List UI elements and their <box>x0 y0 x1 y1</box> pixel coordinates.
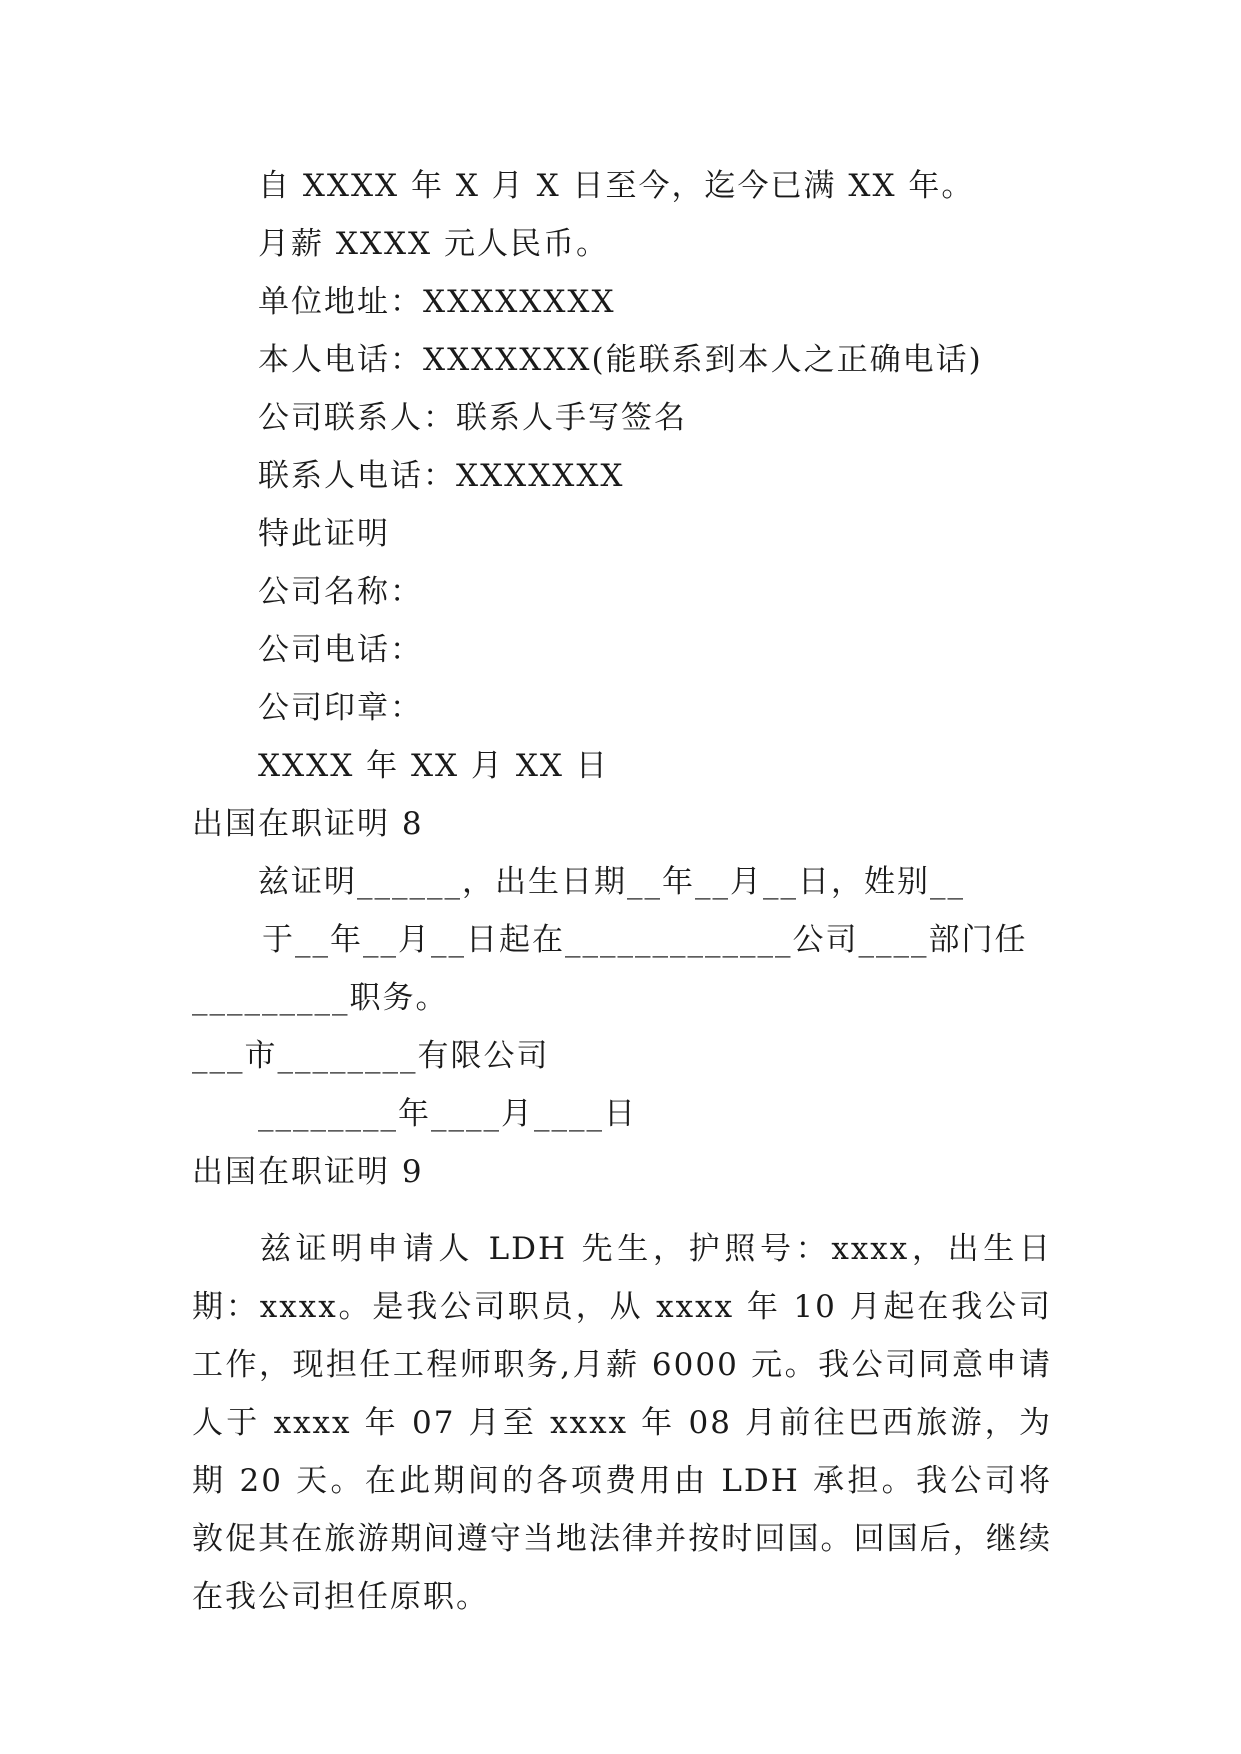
company-contact-line: 公司联系人：联系人手写签名 <box>258 400 687 436</box>
salary-line: 月薪 XXXX 元人民币。 <box>258 226 609 262</box>
certificate-line-2: 于__年__月__日起在_____________公司____部门任 <box>262 922 1028 958</box>
certificate-body-paragraph: 兹证明申请人 LDH 先生，护照号：xxxx，出生日期：xxxx。是我公司职员，从 xxxx 年 10 月起在我公司工作，现担任工程师职务,月薪 6000 元。我公司同意申请人于 xxxx 年 07 月至 xxxx 年 08 月前往巴西旅游，为期 20 天。在此期间的各项费用由 LDH 承担。我公司将敦促其在旅游期间遵守当地法律并按时回国。回国后，继续在我公司担任原职。 <box>192 1231 1052 1615</box>
certify-line: 特此证明 <box>258 516 390 552</box>
personal-phone-line: 本人电话：XXXXXXX(能联系到本人之正确电话) <box>258 342 983 378</box>
date-line: XXXX 年 XX 月 XX 日 <box>258 748 609 784</box>
signature-date-line: ________年____月____日 <box>258 1096 637 1132</box>
section-heading-8: 出国在职证明 8 <box>192 806 424 842</box>
company-seal-line: 公司印章： <box>258 690 423 726</box>
contact-phone-line: 联系人电话：XXXXXXX <box>258 458 625 494</box>
section-heading-9: 出国在职证明 9 <box>192 1154 424 1190</box>
company-signature-line: ___市________有限公司 <box>192 1038 550 1074</box>
company-name-line: 公司名称： <box>258 574 423 610</box>
certificate-line-3: _________职务。 <box>192 980 449 1016</box>
company-phone-line: 公司电话： <box>258 632 423 668</box>
employment-period-line: 自 XXXX 年 X 月 X 日至今，迄今已满 XX 年。 <box>258 168 975 204</box>
company-address-line: 单位地址：XXXXXXXX <box>258 284 616 320</box>
certificate-line-1: 兹证明______，出生日期__年__月__日，姓别__ <box>258 864 965 900</box>
